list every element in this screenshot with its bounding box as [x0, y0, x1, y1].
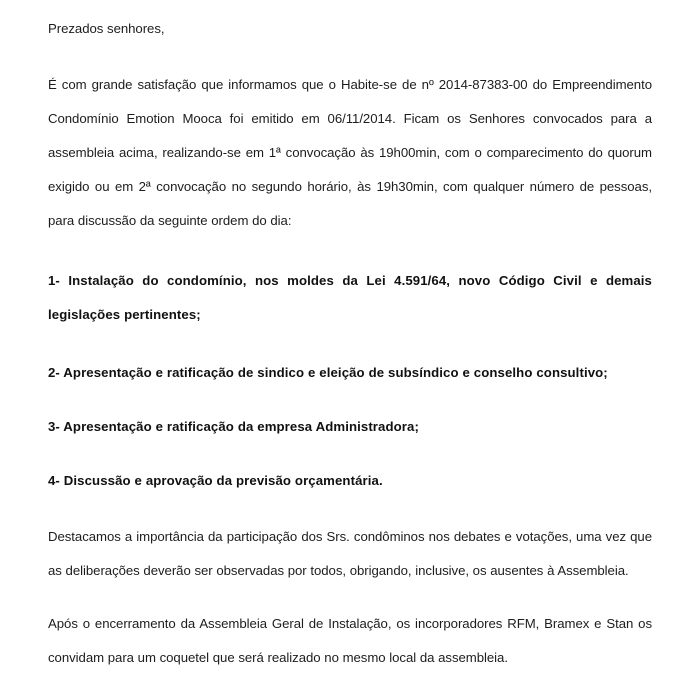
greeting-line: Prezados senhores,	[48, 21, 165, 36]
agenda-item-2: 2- Apresentação e ratificação de sindico e eleição de subsíndico e conselho consultivo;	[48, 365, 608, 380]
document-body	[48, 0, 652, 675]
paragraph-spacer	[48, 46, 652, 68]
paragraph-spacer	[48, 238, 652, 264]
closing-paragraph-2: Após o encerramento da Assembleia Geral de Instalação, os incorporadores RFM, Bramex e Stan os convidam para um coquetel que será realizado no mesmo local da assembleia.	[48, 616, 652, 665]
paragraph-spacer	[48, 390, 652, 410]
closing-paragraph-1: Destacamos a importância da participação dos Srs. condôminos nos debates e votações, uma vez que as deliberações deverão ser observadas por todos, obrigando, inclusive, os ausentes à Assembleia.	[48, 529, 652, 578]
agenda-item-4: 4- Discussão e aprovação da previsão orçamentária.	[48, 473, 383, 488]
top-spacer	[48, 0, 652, 12]
agenda-item-3: 3- Apresentação e ratificação da empresa Administradora;	[48, 419, 419, 434]
paragraph-spacer	[48, 332, 652, 356]
paragraph-spacer	[48, 498, 652, 520]
agenda-item-1: 1- Instalação do condomínio, nos moldes da Lei 4.591/64, novo Código Civil e demais legislações pertinentes;	[48, 273, 652, 322]
paragraph-spacer	[48, 444, 652, 464]
paragraph-spacer	[48, 588, 652, 607]
intro-paragraph: É com grande satisfação que informamos que o Habite-se de nº 2014-87383-00 do Empreendimento Condomínio Emotion Mooca foi emitido em 06/11/2014. Ficam os Senhores convocados para a assembleia acima, realizando-se em 1ª convocação às 19h00min, com o comparecimento do quorum exigido ou em 2ª convocação no segundo horário, às 19h30min, com qualquer número de pessoas, para discussão da seguinte ordem do dia:	[48, 77, 652, 228]
